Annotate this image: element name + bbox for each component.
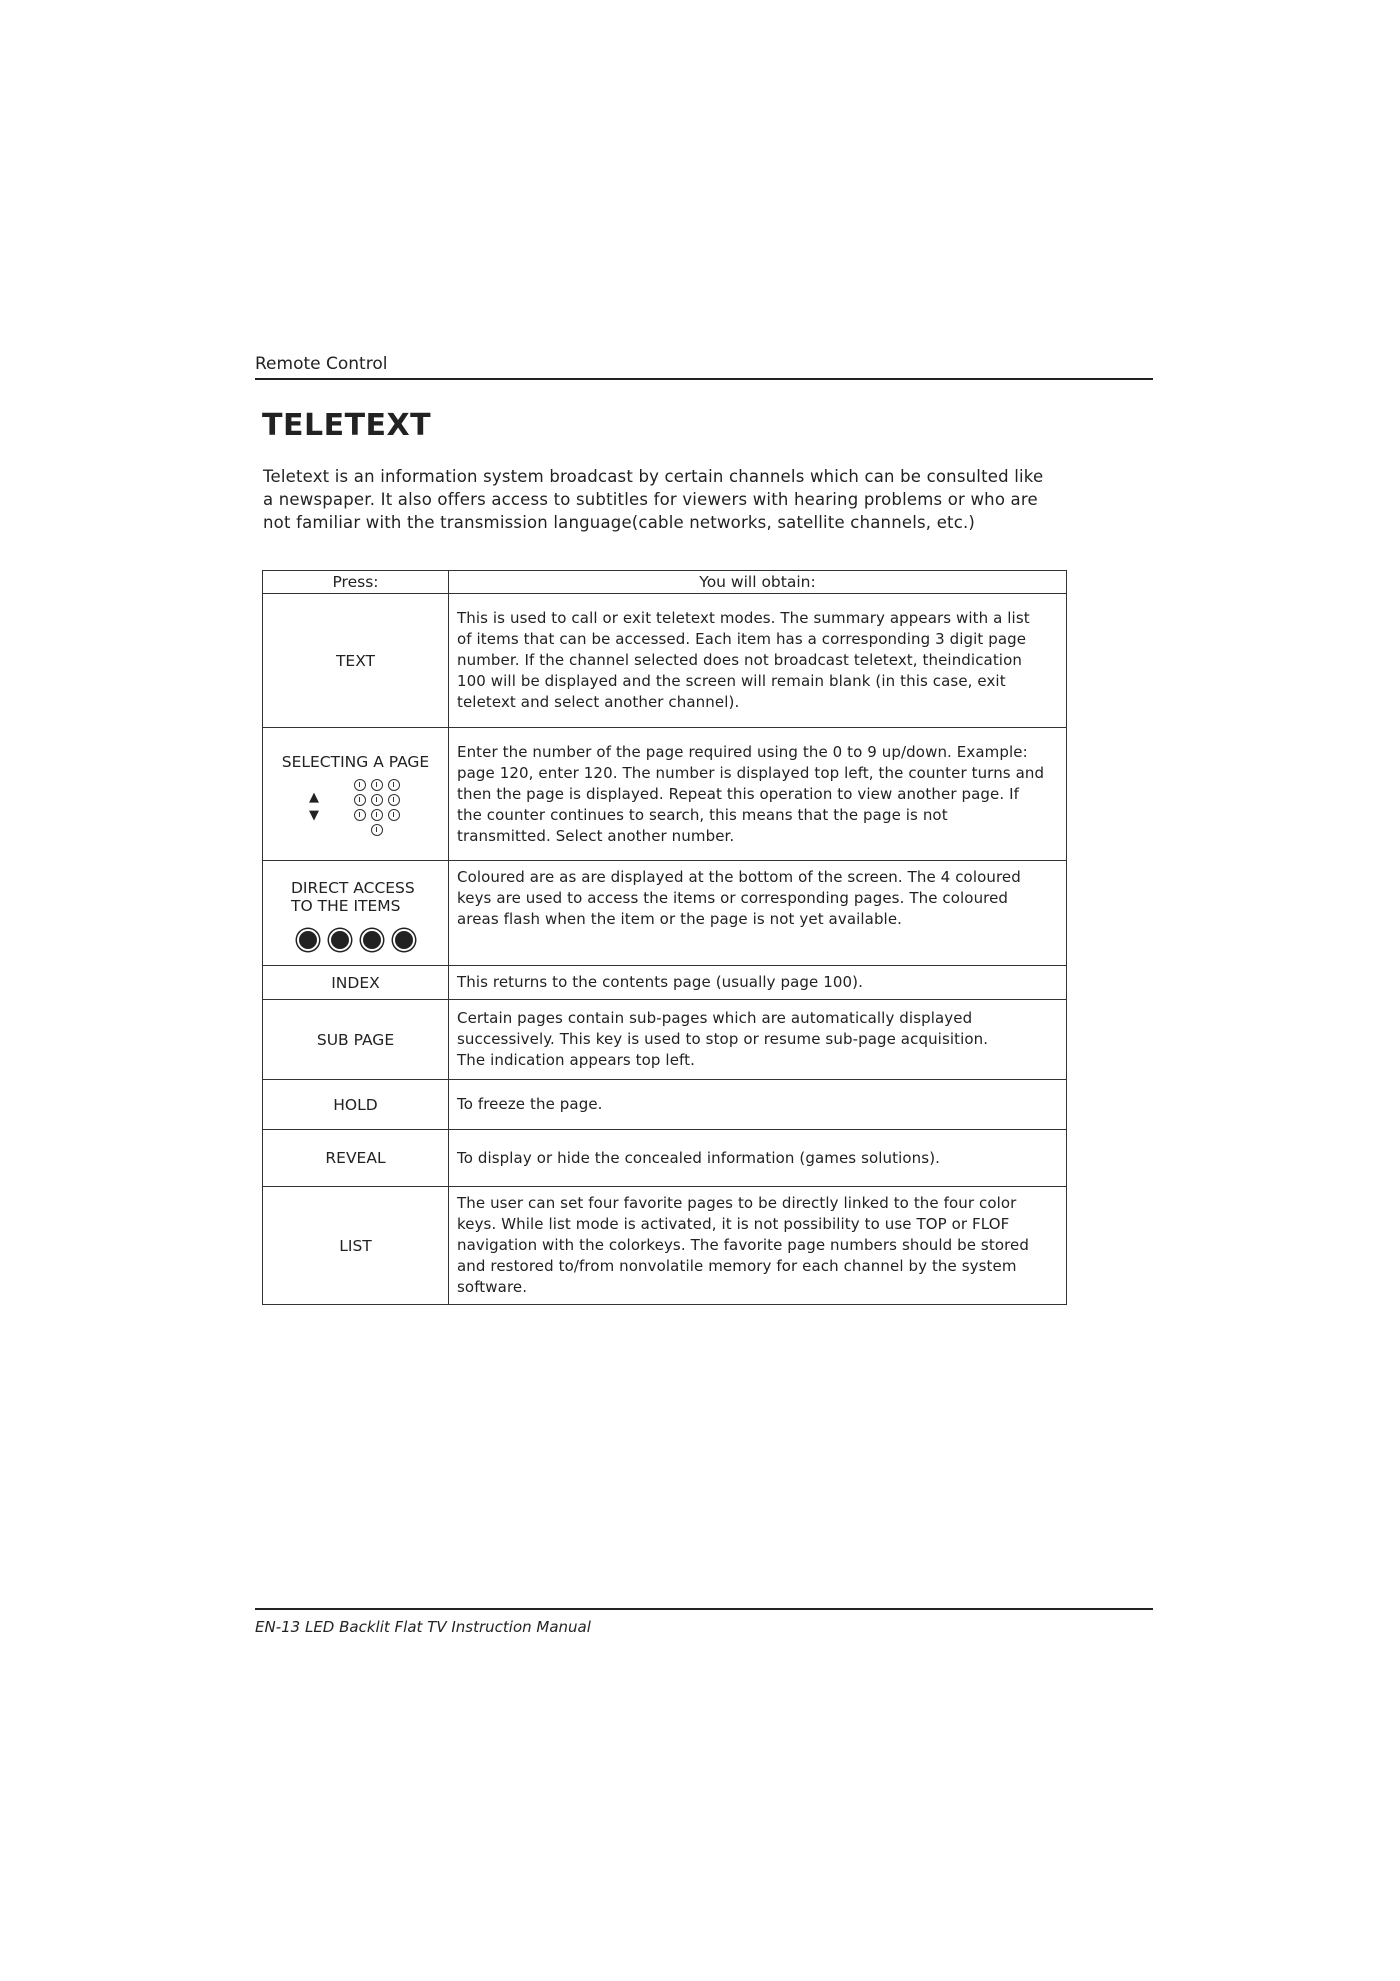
key-list: LIST [263,1187,449,1305]
desc-index: This returns to the contents page (usually page 100). [449,966,1067,1000]
header-obtain: You will obtain: [449,571,1067,594]
up-down-arrows-icon: ▲ ▼ [309,790,320,823]
color-key-blue-icon [393,929,415,951]
desc-selecting-page: Enter the number of the page required using the 0 to 9 up/down. Example: page 120, enter 120. The number is displayed top left, the counter turns and then the page is displayed. Repeat this operation to view another page. If the counter continues to search, this means that the page is not transmitted. Select another number. [449,728,1067,861]
page-footer: EN-13 LED Backlit Flat TV Instruction Manual [255,1618,591,1636]
desc-reveal: To display or hide the concealed information (games solutions). [449,1130,1067,1187]
desc-list: The user can set four favorite pages to be directly linked to the four color keys. While list mode is activated, it is not possibility to use TOP or FLOF navigation with the colorkeys. The favorite page numbers should be stored and restored to/from nonvolatile memory for each channel by the system software. [449,1187,1067,1305]
table-row [263,1187,1067,1305]
page-title: TELETEXT [262,408,432,443]
key-hold: HOLD [263,1080,449,1130]
header-rule [255,378,1153,380]
header-press: Press: [263,571,449,594]
footer-rule [255,1608,1153,1610]
number-keys-illustration [263,779,448,836]
key-selecting-page-label: SELECTING A PAGE [281,752,430,771]
desc-direct-access: Coloured are as are displayed at the bottom of the screen. The 4 coloured keys are used to access the items or corresponding pages. The coloured areas flash when the item or the page is not yet available. [449,861,1067,966]
teletext-table [262,570,1067,1305]
color-key-green-icon [329,929,351,951]
key-selecting-page [263,728,449,861]
color-key-red-icon [297,929,319,951]
key-direct-access [263,861,449,966]
key-direct-access-line2: TO THE ITEMS [291,897,401,915]
table-row [263,728,1067,861]
table-row [263,861,1067,966]
table-row [263,1000,1067,1080]
key-index: INDEX [263,966,449,1000]
key-sub-page: SUB PAGE [263,1000,449,1080]
color-key-yellow-icon [361,929,383,951]
number-keypad-icon [354,779,402,836]
table-header-row [263,571,1067,594]
table-row [263,594,1067,728]
section-header: Remote Control [255,354,388,374]
table-row [263,1130,1067,1187]
key-direct-access-line1: DIRECT ACCESS [291,879,415,897]
key-text: TEXT [263,594,449,728]
table-row [263,966,1067,1000]
desc-sub-page: Certain pages contain sub-pages which are automatically displayed successively. This key is used to stop or resume sub-page acquisition. The indication appears top left. [449,1000,1067,1080]
desc-hold: To freeze the page. [449,1080,1067,1130]
desc-text: This is used to call or exit teletext modes. The summary appears with a list of items that can be accessed. Each item has a corresponding 3 digit page number. If the channel selected does not broadcast teletext, theindication 100 will be displayed and the screen will remain blank (in this case, exit teletext and select another channel). [449,594,1067,728]
intro-paragraph: Teletext is an information system broadcast by certain channels which can be consulted like a newspaper. It also offers access to subtitles for viewers with hearing problems or who are not familiar with the transmission language(cable networks, satellite channels, etc.) [263,467,1044,532]
key-reveal: REVEAL [263,1130,449,1187]
table-row [263,1080,1067,1130]
color-keys-icon [263,929,448,951]
